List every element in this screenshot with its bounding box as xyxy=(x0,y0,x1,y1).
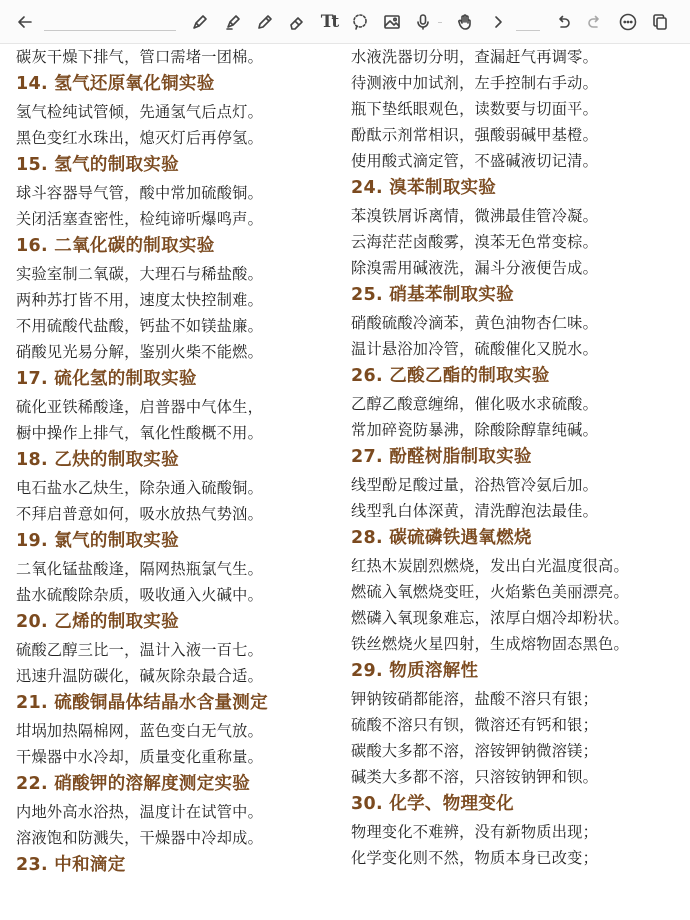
note-page xyxy=(0,44,690,920)
chevron-right-icon[interactable] xyxy=(483,7,513,37)
text-line: 溶液饱和防溅失，干燥器中冷却成。 xyxy=(16,829,263,847)
highlighter-icon[interactable] xyxy=(218,7,248,37)
section-heading: 27. 酚醛树脂制取实验 xyxy=(351,447,532,467)
toolbar-divider xyxy=(44,30,176,31)
text-line: 两种苏打皆不用，速度太快控制难。 xyxy=(16,291,263,309)
text-line: 橱中操作上排气，氧化性酸概不用。 xyxy=(16,424,263,442)
text-line: 盐水硫酸除杂质，吸收通入火碱中。 xyxy=(16,586,263,604)
text-icon[interactable] xyxy=(314,7,344,37)
text-line: 酚酞示剂常相识，强酸弱碱甲基橙。 xyxy=(351,126,598,144)
text-line: 除溴需用碱液洗，漏斗分液便告成。 xyxy=(351,259,598,277)
text-line: 红热木炭剧烈燃烧，发出白光温度很高。 xyxy=(351,557,629,575)
back-arrow-icon[interactable] xyxy=(10,7,40,37)
text-line: 待测液中加试剂，左手控制右手动。 xyxy=(351,74,598,92)
text-line: 燃硫入氧燃烧变旺，火焰紫色美丽漂亮。 xyxy=(351,583,629,601)
text-line: 瓶下垫纸眼观色，读数要与切面平。 xyxy=(351,100,598,118)
text-line: 硫酸乙醇三比一，温计入液一百七。 xyxy=(16,641,263,659)
lasso-icon[interactable] xyxy=(345,7,375,37)
text-line: 燃磷入氧现象难忘，浓厚白烟冷却粉状。 xyxy=(351,609,629,627)
text-line: 使用酸式滴定管，不盛碱液切记清。 xyxy=(351,152,598,170)
section-heading: 28. 碳硫磷铁遇氧燃烧 xyxy=(351,528,532,548)
pencil-icon[interactable] xyxy=(250,7,280,37)
text-line: 迅速升温防碳化，碱灰除杂最合适。 xyxy=(16,667,263,685)
toolbar-divider-2 xyxy=(516,30,540,31)
redo-icon[interactable] xyxy=(580,7,610,37)
text-line: 坩埚加热隔棉网，蓝色变白无气放。 xyxy=(16,722,263,740)
section-heading: 23. 中和滴定 xyxy=(16,855,126,875)
section-heading: 19. 氯气的制取实验 xyxy=(16,531,179,551)
text-line: 不拜启普意如何，吸水放热气势汹。 xyxy=(16,505,263,523)
section-heading: 29. 物质溶解性 xyxy=(351,661,479,681)
text-line: 不用硫酸代盐酸，钙盐不如镁盐廉。 xyxy=(16,317,263,335)
section-heading: 18. 乙炔的制取实验 xyxy=(16,450,179,470)
text-line: 云海茫茫卤酸雾，溴苯无色常变棕。 xyxy=(351,233,598,251)
more-icon[interactable] xyxy=(613,7,643,37)
text-line: 线型乳白体深黄，清洗醇泡法最佳。 xyxy=(351,502,598,520)
section-heading: 15. 氢气的制取实验 xyxy=(16,155,179,175)
section-heading: 20. 乙烯的制取实验 xyxy=(16,612,179,632)
text-line: 硫化亚铁稀酸逢，启普器中气体生， xyxy=(16,398,263,416)
section-heading: 22. 硝酸钾的溶解度测定实验 xyxy=(16,774,251,794)
text-line: 碳酸大多都不溶，溶铵钾钠微溶镁； xyxy=(351,742,598,760)
text-line: 物理变化不难辨，没有新物质出现； xyxy=(351,823,598,841)
text-line: 电石盐水乙炔生，除杂通入硫酸铜。 xyxy=(16,479,263,497)
pen-icon[interactable] xyxy=(185,7,215,37)
eraser-icon[interactable] xyxy=(282,7,312,37)
text-line: 常加碎瓷防暴沸，除酸除醇靠纯碱。 xyxy=(351,421,598,439)
text-line: 碱类大多都不溶，只溶铵钠钾和钡。 xyxy=(351,768,598,786)
section-heading: 14. 氢气还原氧化铜实验 xyxy=(16,74,215,94)
section-heading: 24. 溴苯制取实验 xyxy=(351,178,497,198)
toolbar xyxy=(0,0,690,44)
text-line: 硝酸硫酸冷滴苯，黄色油物杏仁味。 xyxy=(351,314,598,332)
left-column xyxy=(16,44,342,880)
text-line: 苯溴铁屑诉离情，微沸最佳管冷凝。 xyxy=(351,207,598,225)
text-line: 水液洗器切分明，查漏赶气再调零。 xyxy=(351,48,598,66)
copy-icon[interactable] xyxy=(646,7,676,37)
text-line: 黑色变红水珠出，熄灭灯后再停氢。 xyxy=(16,129,263,147)
text-line: 球斗容器导气管，酸中常加硫酸铜。 xyxy=(16,184,263,202)
image-icon[interactable] xyxy=(377,7,407,37)
text-line: 干燥器中水冷却，质量变化重称量。 xyxy=(16,748,263,766)
text-line: 钾钠铵硝都能溶，盐酸不溶只有银； xyxy=(351,690,598,708)
text-line: 硝酸见光易分解，鉴别火柴不能燃。 xyxy=(16,343,263,361)
text-line: 化学变化则不然，物质本身已改变； xyxy=(351,849,598,867)
section-heading: 25. 硝基苯制取实验 xyxy=(351,285,514,305)
microphone-icon[interactable] xyxy=(408,7,438,37)
text-line: 碳灰干燥下排气，管口需堵一团棉。 xyxy=(16,48,263,66)
hand-icon[interactable] xyxy=(450,7,480,37)
text-line: 氢气检纯试管倾，先通氢气后点灯。 xyxy=(16,103,263,121)
section-heading: 26. 乙酸乙酯的制取实验 xyxy=(351,366,550,386)
text-tool-label: Tt xyxy=(320,12,338,32)
right-column xyxy=(351,44,683,871)
section-heading: 17. 硫化氢的制取实验 xyxy=(16,369,197,389)
undo-icon[interactable] xyxy=(548,7,578,37)
text-line: 线型酚足酸过量，浴热管冷氨后加。 xyxy=(351,476,598,494)
text-line: 铁丝燃烧火星四射，生成熔物固态黑色。 xyxy=(351,635,629,653)
text-line: 温计悬浴加冷管，硫酸催化又脱水。 xyxy=(351,340,598,358)
text-line: 内地外高水浴热，温度计在试管中。 xyxy=(16,803,263,821)
text-line: 关闭活塞查密性，检纯谛听爆鸣声。 xyxy=(16,210,263,228)
section-heading: 30. 化学、物理变化 xyxy=(351,794,514,814)
toolbar-separator xyxy=(438,22,442,23)
text-line: 乙醇乙酸意缠绵，催化吸水求硫酸。 xyxy=(351,395,598,413)
text-line: 硫酸不溶只有钡，微溶还有钙和银； xyxy=(351,716,598,734)
text-line: 实验室制二氧碳，大理石与稀盐酸。 xyxy=(16,265,263,283)
section-heading: 21. 硫酸铜晶体结晶水含量测定 xyxy=(16,693,268,713)
section-heading: 16. 二氧化碳的制取实验 xyxy=(16,236,215,256)
text-line: 二氧化锰盐酸逢，隔网热瓶氯气生。 xyxy=(16,560,263,578)
